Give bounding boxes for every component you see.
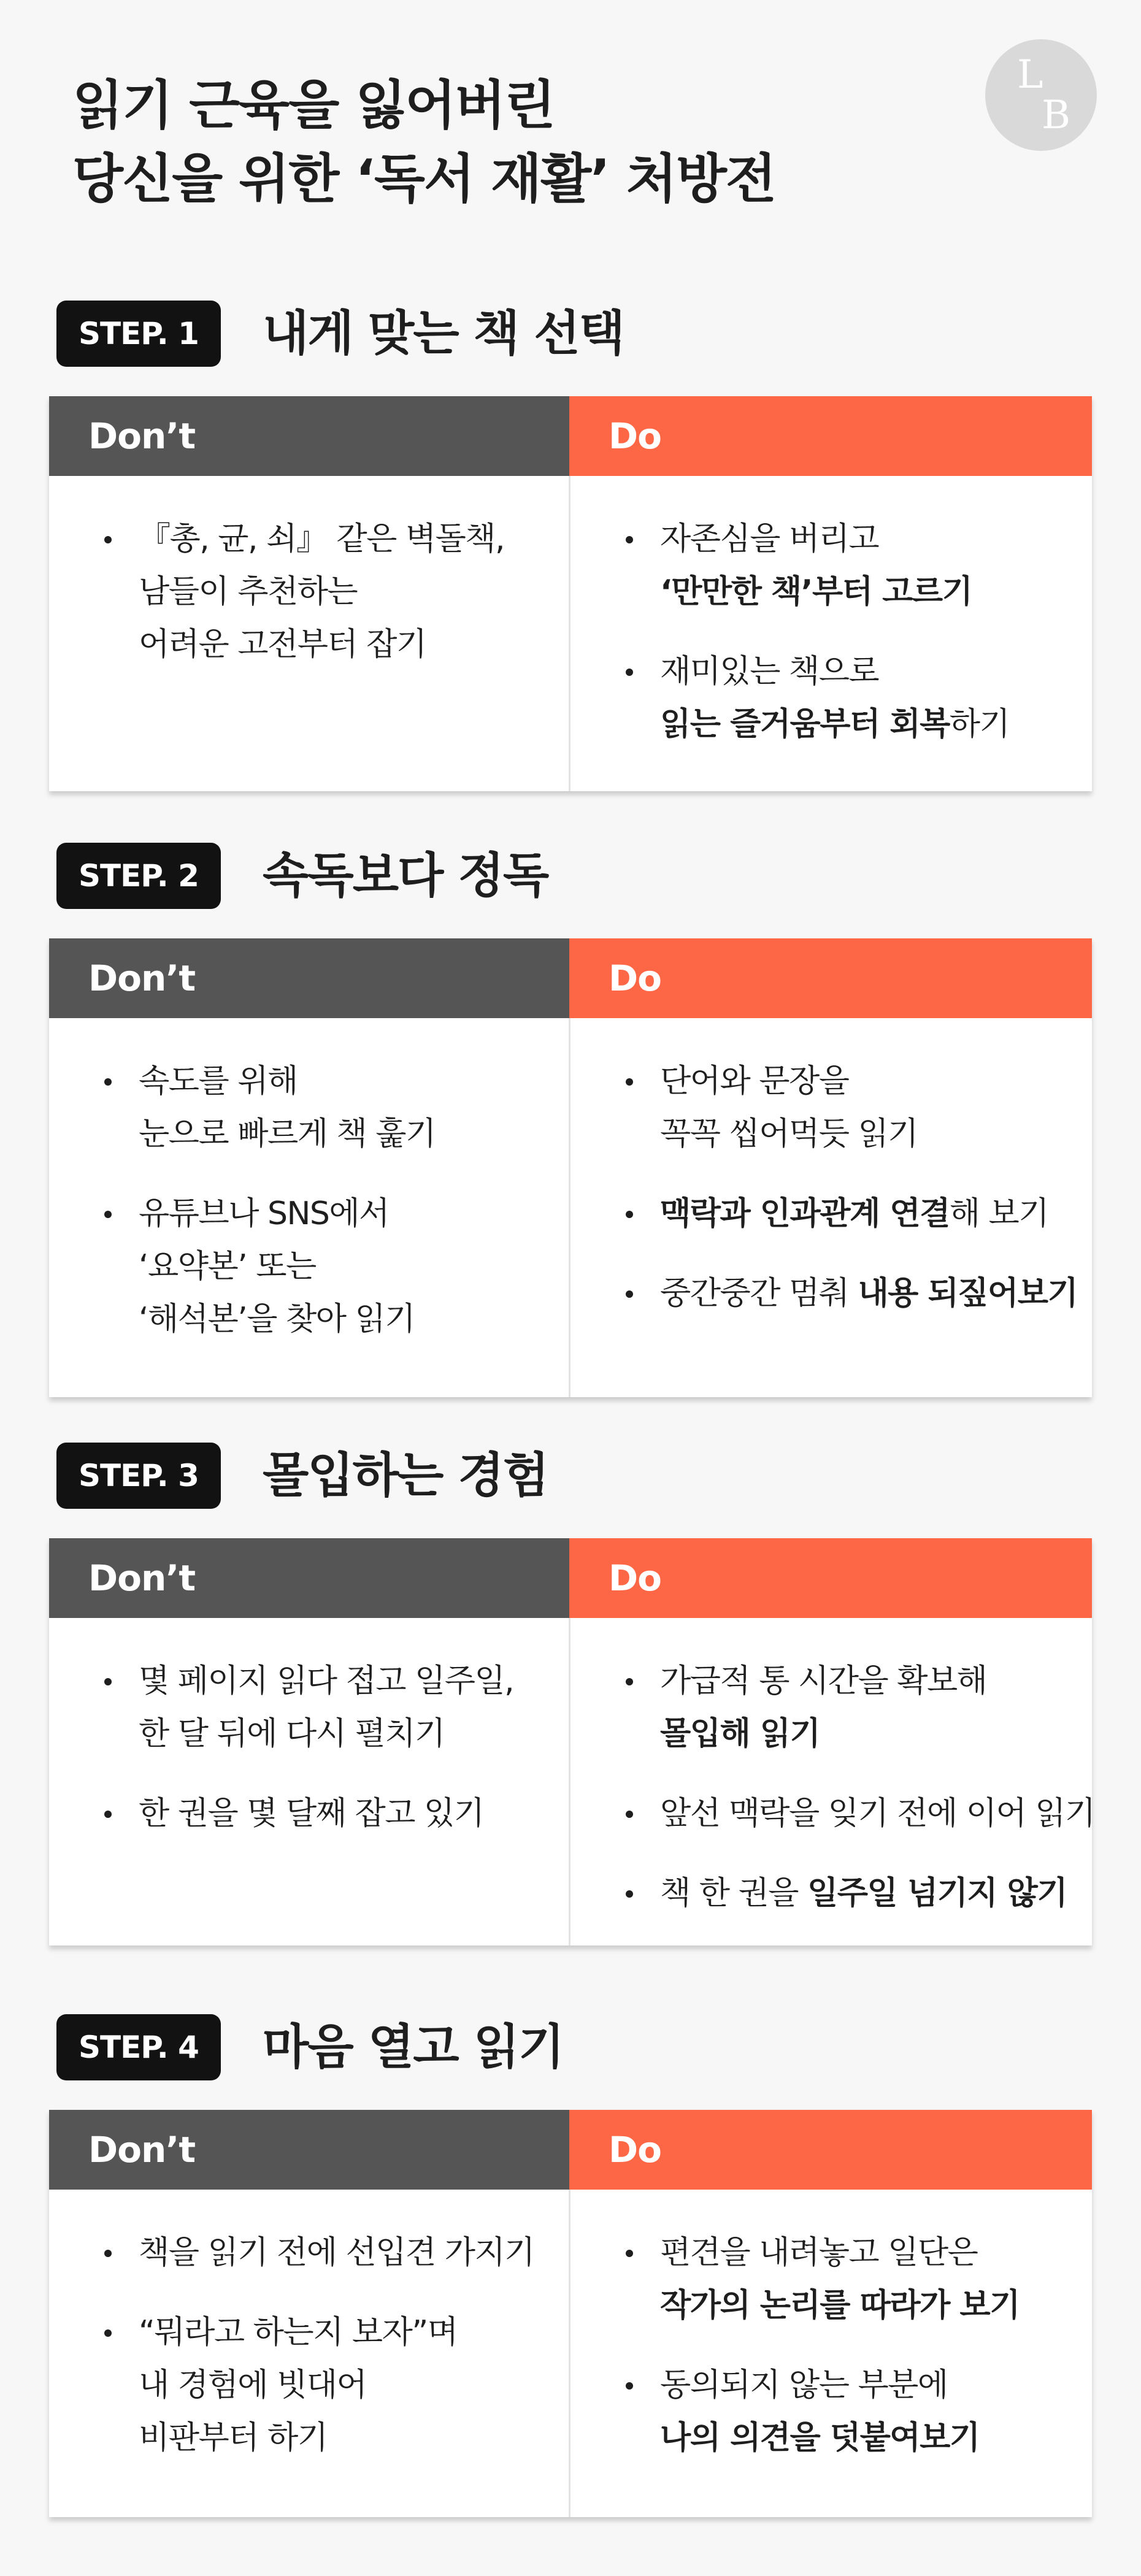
list-item [570,1267,1092,1320]
emphasis-text: 맥락과 인과관계 연결 [660,1195,950,1232]
dont-do-card [49,1538,1095,1945]
dont-do-card [49,938,1092,1397]
list-item-line [660,513,1080,565]
list-item [570,2359,1092,2464]
step-badge: STEP. 3 [56,1443,221,1509]
step-heading [49,298,1092,372]
dont-list [49,2226,569,2491]
do-list [570,2226,1092,2491]
text-segment: 속도를 위해 [139,1063,298,1100]
dont-list [49,1655,569,1867]
page-header [72,69,931,216]
text-segment: ‘해석본’을 찾아 읽기 [139,1301,415,1338]
list-item-line [660,1267,1080,1320]
step-2-section [49,840,1092,1338]
list-item-line [660,2359,1080,2412]
list-item-line [139,2226,557,2279]
step-badge: STEP. 1 [56,301,221,367]
list-item [570,1187,1092,1240]
emphasis-text: 작가의 논리를 따라가 보기 [660,2287,1020,2324]
text-segment: 하기 [949,706,1010,743]
step-4-section [49,2012,1092,2456]
list-item-line [139,1655,557,1708]
emphasis-text: 몰입해 읽기 [660,1715,820,1752]
list-item [49,2306,569,2464]
dont-list [49,513,569,698]
text-segment: 어려운 고전부터 잡기 [139,626,426,663]
list-item-line [660,1655,1080,1708]
list-item-line [139,1055,557,1108]
list-item-line [139,1108,557,1160]
list-item [49,1055,569,1160]
list-item [570,513,1092,618]
step-title: 속독보다 정독 [263,848,548,903]
list-item-line [139,2412,557,2464]
list-item [49,513,569,671]
text-segment: 몇 페이지 읽다 접고 일주일, [139,1663,514,1700]
dont-header: Don’t [49,1538,569,1618]
emphasis-text: 읽는 즐거움부터 회복 [660,706,950,743]
text-segment: 한 권을 몇 달째 잡고 있기 [139,1795,484,1832]
emphasis-text: 일주일 넘기지 않기 [807,1875,1067,1912]
text-segment: 『총, 균, 쇠』 같은 벽돌책, [139,521,505,558]
page-title-line-1: 읽기 근육을 잃어버린 [72,75,555,136]
text-segment: 중간중간 멈춰 [660,1275,858,1312]
list-item-line [139,565,557,618]
list-item [570,1655,1092,1760]
step-3-section [49,1440,1095,1912]
text-segment: 유튜브나 SNS에서 [139,1195,389,1232]
list-item-line [660,1787,1095,1840]
list-item-line [660,698,1080,751]
step-badge: STEP. 4 [56,2014,221,2080]
list-item-line [139,1708,557,1760]
text-segment: 동의되지 않는 부분에 [660,2367,948,2404]
page-title-line-2: 당신을 위한 ‘독서 재활’ 처방전 [72,148,776,210]
text-segment: 가급적 통 시간을 확보해 [660,1663,987,1700]
list-item-line [660,1187,1080,1240]
emphasis-text: ‘만만한 책’부터 고르기 [660,573,972,610]
step-heading [49,1440,1092,1514]
text-segment: 편견을 내려놓고 일단은 [660,2234,978,2271]
text-segment: 책을 읽기 전에 선입견 가지기 [139,2234,534,2271]
list-item-line [660,2412,1080,2464]
list-item [570,1867,1092,1920]
do-list [570,1655,1095,1947]
text-segment: 책 한 권을 [660,1875,808,1912]
step-heading [49,840,1092,914]
text-segment: 꼭꼭 씹어먹듯 읽기 [660,1116,918,1152]
list-item-line [660,1867,1080,1920]
step-title: 몰입하는 경험 [263,1448,548,1503]
list-item [49,1787,569,1840]
do-header: Do [569,396,1092,476]
dont-do-card [49,396,1092,791]
dont-do-card [49,2110,1092,2517]
list-item-line [660,2226,1080,2279]
list-item [49,2226,569,2279]
do-header: Do [569,2110,1092,2190]
list-item-line [660,2279,1080,2332]
list-item-line [660,1108,1080,1160]
lb-logo [985,39,1097,151]
list-item-line [139,513,557,565]
text-segment: 해 보기 [949,1195,1049,1232]
text-segment: 남들이 추천하는 [139,573,358,610]
list-item-line [139,2306,557,2359]
dont-list [49,1055,569,1373]
text-segment: 내 경험에 빗대어 [139,2367,367,2404]
list-item-line [660,645,1080,698]
text-segment: 한 달 뒤에 다시 펼치기 [139,1715,445,1752]
text-segment: 재미있는 책으로 [660,653,879,690]
list-item [570,1787,1095,1840]
step-title: 내게 맞는 책 선택 [263,306,624,361]
emphasis-text: 내용 되짚어보기 [858,1275,1078,1312]
logo-letter-l: L [1017,52,1043,98]
list-item-line [139,1787,557,1840]
step-badge: STEP. 2 [56,843,221,909]
list-item-line [139,2359,557,2412]
list-item-line [139,1187,557,1240]
list-item [570,1055,1092,1160]
list-item [570,2226,1092,2332]
list-item [49,1655,569,1760]
step-heading [49,2012,1092,2085]
list-item [49,1187,569,1346]
list-item-line [660,1055,1080,1108]
text-segment: 단어와 문장을 [660,1063,849,1100]
text-segment: 비판부터 하기 [139,2420,328,2456]
list-item-line [660,565,1080,618]
do-list [570,513,1092,778]
do-header: Do [569,938,1092,1018]
list-item-line [139,1293,557,1346]
step-1-section [49,298,1092,743]
text-segment: 자존심을 버리고 [660,521,879,558]
do-list [570,1055,1092,1347]
dont-header: Don’t [49,938,569,1018]
logo-letter-b: B [1042,93,1071,138]
do-header: Do [569,1538,1092,1618]
list-item [570,645,1092,751]
list-item-line [139,1240,557,1293]
text-segment: “뭐라고 하는지 보자”며 [139,2314,458,2351]
list-item-line [139,618,557,671]
dont-header: Don’t [49,396,569,476]
list-item-line [660,1708,1080,1760]
text-segment: 앞선 맥락을 잊기 전에 이어 읽기 [660,1795,1095,1832]
emphasis-text: 나의 의견을 덧붙여보기 [660,2420,980,2456]
step-title: 마음 열고 읽기 [263,2020,564,2075]
text-segment: 눈으로 빠르게 책 훑기 [139,1116,436,1152]
dont-header: Don’t [49,2110,569,2190]
text-segment: ‘요약본’ 또는 [139,1248,316,1285]
